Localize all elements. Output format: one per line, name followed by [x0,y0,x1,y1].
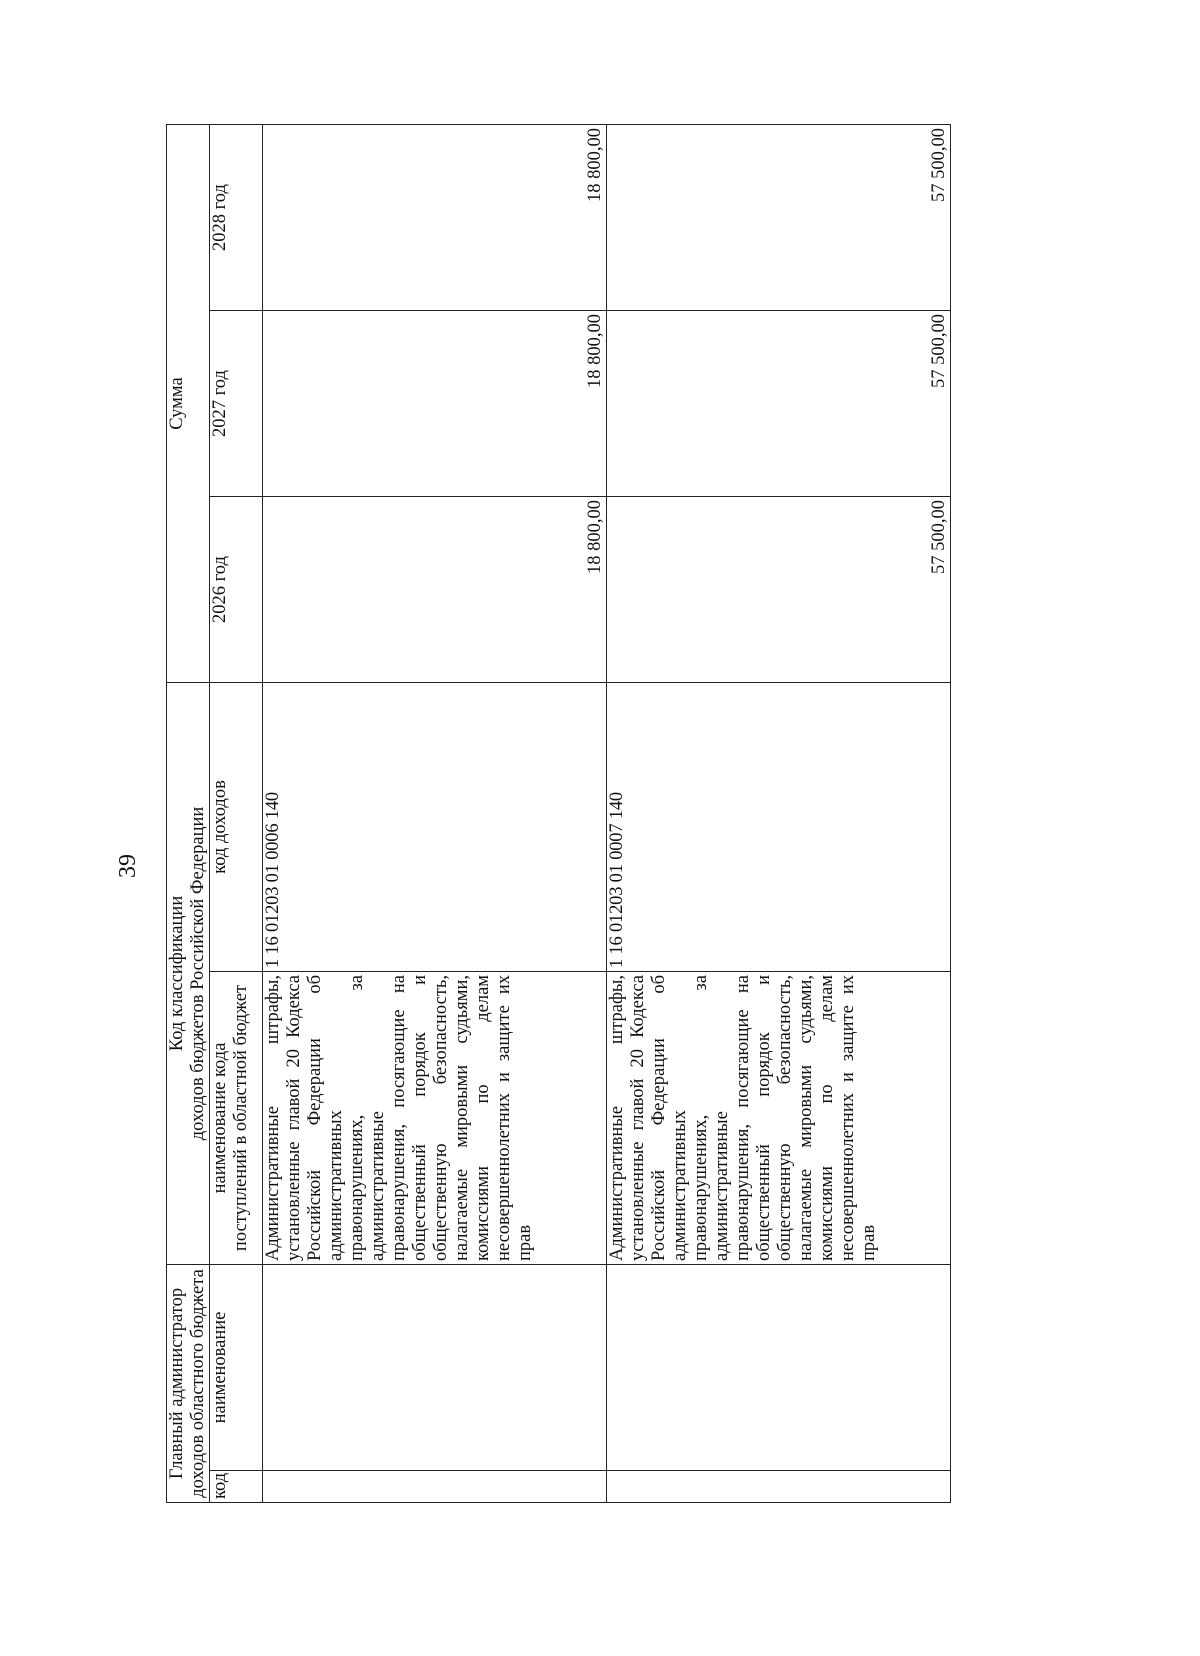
income-code-header: код доходов [210,683,263,972]
sum-2026-cell: 57 500,00 [607,497,951,683]
admin-code-header: код [210,1471,263,1503]
page-number: 39 [115,854,141,878]
income-code-cell: 1 16 01203 01 0006 140 [263,683,607,972]
admin-code-cell [263,1471,607,1503]
admin-name-header: наименование [210,1265,263,1471]
income-code-cell: 1 16 01203 01 0007 140 [607,683,951,972]
sum-2028-cell: 57 500,00 [607,125,951,311]
classification-group-header: Код классификации доходов бюджетов Российской Федерации [167,683,210,1265]
sum-2027-cell: 18 800,00 [263,311,607,497]
table-row [607,125,951,1503]
table-row [263,125,607,1503]
year-2028-header: 2028 год [210,125,263,311]
sum-2027-cell: 57 500,00 [607,311,951,497]
income-name-header: наименование кода поступлений в областной бюджет [210,972,263,1265]
income-description-cell: Административные штрафы, установленные главой 20 Кодекса Российской Федерации об административных правонарушениях, за административные правонарушения, посягающие на общественный порядок и общественную безопасность, налагаемые мировыми судьями, комиссиями по делам несовершеннолетних и защите их прав [263,972,607,1265]
admin-code-cell [607,1471,951,1503]
year-2026-header: 2026 год [210,497,263,683]
header-row-1 [167,125,210,1503]
sum-2026-cell: 18 800,00 [263,497,607,683]
sum-group-header: Сумма [167,125,210,683]
income-description-cell: Административные штрафы, установленные главой 20 Кодекса Российской Федерации об административных правонарушениях, за административные правонарушения, посягающие на общественный порядок и общественную безопасность, налагаемые мировыми судьями, комиссиями по делам несовершеннолетних и защите их прав [607,972,951,1265]
admin-name-cell [607,1265,951,1471]
year-2027-header: 2027 год [210,311,263,497]
admin-group-header: Главный администратор доходов областного бюджета [167,1265,210,1503]
revenue-table [166,124,951,1503]
header-row-2 [210,125,263,1503]
sum-2028-cell: 18 800,00 [263,125,607,311]
rotated-table-container [166,125,1006,1503]
admin-name-cell [263,1265,607,1471]
